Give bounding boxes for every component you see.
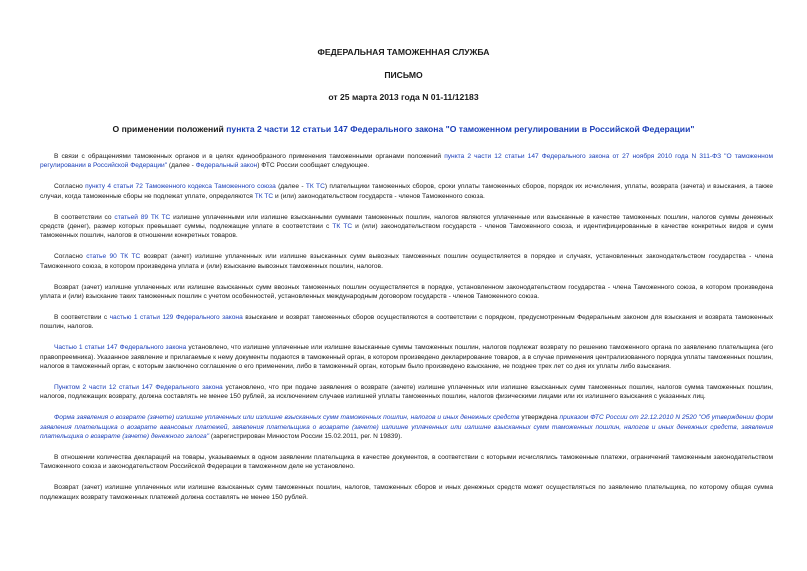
application-form-link[interactable]: Форма заявления о возврате (зачете) излишне уплаченных или излишне взысканных сумм таможенных пошлин, налогов и иных денежных средств — [54, 414, 520, 422]
document-date-number: от 25 марта 2013 года N 01-11/12183 — [328, 92, 479, 102]
subject-prefix: О применении положений — [112, 124, 227, 134]
paragraph-5 — [40, 283, 773, 302]
text: ) плательщики таможенных сборов, сроки уплаты таможенных сборов, порядок их исчисления, уплаты, возврата (зачета) и взыскания, а также случаи, когда таможенные сборы не подлежат уплате, определяются — [40, 183, 773, 200]
tk-ts-art72-link[interactable]: пункту 4 статьи 72 Таможенного кодекса Таможенного союза — [85, 183, 276, 191]
document-subject — [0, 124, 807, 134]
paragraph-2 — [40, 182, 773, 201]
law-art147-part12-link[interactable]: Пунктом 2 части 12 статьи 147 Федерального закона — [54, 384, 223, 391]
fts-order-2520-link[interactable]: приказом ФТС России от 22.12.2010 N 2520 "Об утверждении форм заявления плательщика о возврате авансовых платежей, заявления плательщика о возврате (зачете) излишне уплаченных или излишне взысканных сумм таможенных пошлин, налогов и иных денежных средств, заявления плательщика о возврате (зачете) денежного залога" — [40, 414, 774, 441]
tk-ts-link[interactable]: ТК ТС — [254, 192, 274, 200]
law-art129-link[interactable]: частью 1 статьи 129 Федерального закона — [109, 313, 243, 321]
paragraph-6 — [40, 313, 773, 332]
text: В соответствии с — [54, 313, 110, 321]
subject-law-link[interactable]: пункта 2 части 12 статьи 147 Федерального закона "О таможенном регулировании в Российской Федерации" — [226, 124, 695, 134]
document-body — [40, 152, 773, 514]
text: Согласно — [54, 253, 87, 261]
paragraph-3 — [40, 213, 773, 241]
text: и (или) законодательством государств - членов Таможенного союза, и идентифицированные в качестве конкретных видов и сумм таможенных пошлин, налогов в отношении конкретных товаров. — [40, 223, 773, 240]
text: возврат (зачет) излишне уплаченных или излишне взысканных сумм вывозных таможенных пошлин осуществляется в порядке и случаях, установленных законодательством государства - члена Таможенного союза, в котором произведена уплата и (или) взыскание вывозных таможенных пошлин, налогов. — [40, 253, 773, 270]
tk-ts-link[interactable]: ТК ТС — [305, 183, 325, 191]
text: и (или) законодательством государств - членов Таможенного союза. — [273, 192, 485, 200]
agency-heading: ФЕДЕРАЛЬНАЯ ТАМОЖЕННАЯ СЛУЖБА — [317, 47, 490, 57]
text: Согласно — [54, 183, 86, 191]
paragraph-11 — [40, 483, 773, 502]
law-311-fz-link[interactable]: пункта 2 части 12 статьи 147 Федерального закона от 27 ноября 2010 года N 311-ФЗ "О таможенном регулировании в Российской Федерации" — [40, 153, 773, 170]
paragraph-4 — [40, 252, 773, 271]
text: (далее - — [167, 162, 196, 170]
federal-law-link[interactable]: Федеральный закон — [195, 162, 258, 170]
text: установлено, что при подаче заявления о возврате (зачете) излишне уплаченных или излишне взысканных сумм таможенных пошлин, налогов сумма таможенных пошлин, налогов, подлежащих возврату, должна составлять не менее 150 рублей, за исключением случаев излишней уплаты таможенных пошлин, налогов физическими лицами или их излишнего взыскания с указанных лиц. — [40, 384, 773, 401]
text: (зарегистрирован Минюстом России 15.02.2011, рег. N 19839). — [209, 433, 403, 441]
paragraph-7 — [40, 343, 773, 371]
law-art147-part1-link[interactable]: Частью 1 статьи 147 Федерального закона — [54, 344, 187, 352]
text: взыскание и возврат таможенных сборов осуществляются в соответствии с порядком, предусмотренным Федеральным законом для взыскания и возврата таможенных пошлин, налогов. — [40, 313, 774, 331]
paragraph-1 — [40, 152, 773, 171]
text: В соответствии со — [54, 213, 115, 221]
text: установлено, что излишне уплаченные или излишне взысканные суммы таможенных пошлин, налогов подлежат возврату по решению таможенного органа по заявлению плательщика (его правопреемника). Указанное заявление и прилагаемые к нему документы подаются в таможенный орган, в котором произведено декларирование товаров, а в случае применения централизованного порядка уплаты таможенных пошлин, налогов в таможенный орган, с которым заключено соглашение о его применении, либо в таможенный орган, которым было произведено взыскание, не позднее трех лет со дня их уплаты либо взыскания. — [40, 344, 773, 371]
text: Возврат (зачет) излишне уплаченных или излишне взысканных сумм таможенных пошлин, налогов, таможенных сборов и иных денежных средств может осуществляться по заявлению плательщика, по которому общая сумма подлежащих возврату таможенных платежей должна составлять не менее 150 рублей. — [40, 484, 773, 501]
paragraph-9 — [40, 413, 773, 441]
text: утверждена — [519, 414, 560, 422]
document-type: ПИСЬМО — [384, 70, 423, 80]
text: ) ФТС России сообщает следующее. — [257, 162, 370, 170]
tk-ts-link[interactable]: ТК ТС — [332, 223, 353, 231]
tk-ts-art90-link[interactable]: статье 90 ТК ТС — [86, 253, 141, 261]
text: (далее - — [275, 183, 306, 191]
text: В связи с обращениями таможенных органов и в целях единообразного применения таможенными органами положений — [54, 153, 445, 160]
text: Возврат (зачет) излишне уплаченных или излишне взысканных сумм ввозных таможенных пошлин осуществляется в порядке, установленном законодательством государства - члена Таможенного союза, в котором произведена уплата и (или) взыскание таких таможенных пошлин с учетом особенностей, установленных международным договором государств - членов Таможенного союза. — [40, 283, 773, 301]
paragraph-10 — [40, 453, 773, 472]
text: излишне уплаченными или излишне взысканными суммами таможенных пошлин, налогов являются уплаченные или взысканные в качестве таможенных пошлин, налогов суммы денежных средств (денег), размер которых превышает суммы, подлежащие уплате в соответствии с — [40, 213, 774, 231]
paragraph-8 — [40, 383, 773, 402]
text: В отношении количества деклараций на товары, указываемых в одном заявлении плательщика в качестве документов, в соответствии с которыми исчислялись таможенные платежи, ограничений таможенным законодательством Таможенного союза и законодательством Российской Федерации в таможенном деле не установлено. — [40, 454, 773, 471]
tk-ts-art89-link[interactable]: статьей 89 ТК ТС — [114, 213, 171, 221]
